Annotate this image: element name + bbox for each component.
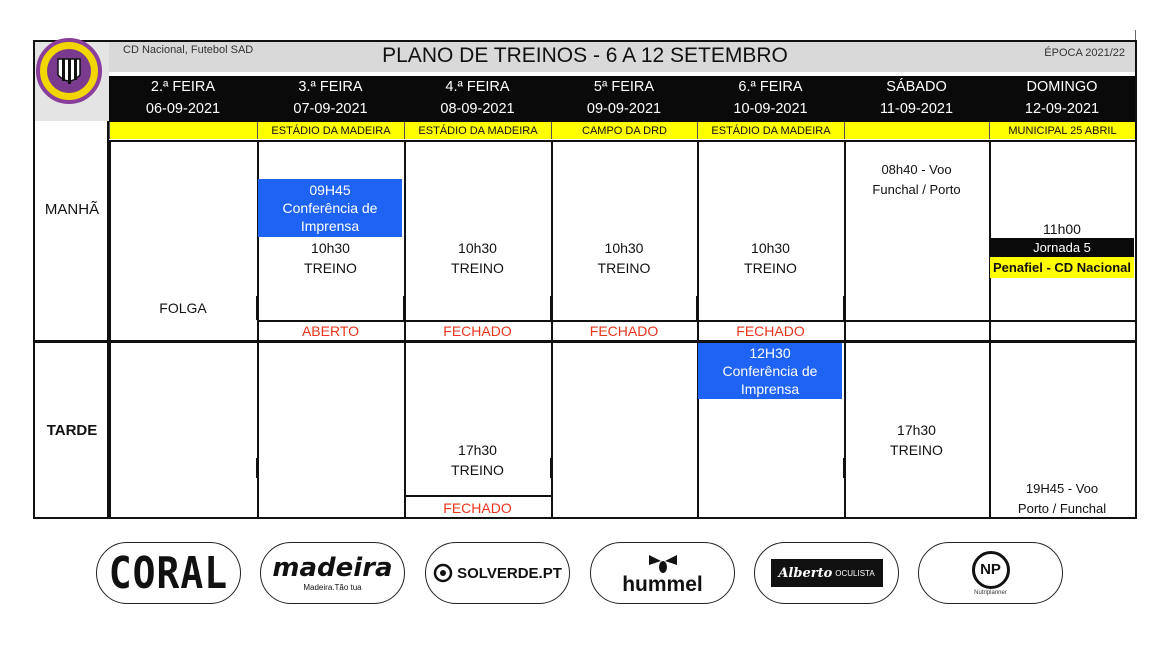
day-name: SÁBADO	[886, 79, 947, 95]
day-date: 11-09-2021	[879, 101, 954, 117]
day-venue: ESTÁDIO DA MADEIRA	[697, 122, 844, 139]
day-date: 08-09-2021	[440, 101, 515, 117]
club-crest-logo	[36, 38, 102, 104]
wed-afternoon-label: TREINO	[451, 462, 504, 478]
wed-status: FECHADO	[443, 322, 512, 339]
sponsor-alberto-oculista	[754, 542, 899, 604]
tue-press-label: Conferência de Imprensa	[282, 200, 378, 234]
tue-training-time: 10h30	[311, 240, 350, 256]
day-date: 12-09-2021	[1024, 101, 1100, 117]
tue-training	[257, 238, 404, 278]
day-venue: CAMPO DA DRD	[551, 122, 697, 139]
grid-mark	[843, 296, 846, 320]
day-name: 2.ª FEIRA	[150, 79, 216, 95]
madeira-logo-text: madeira	[272, 552, 393, 583]
day-name: 5ª FEIRA	[593, 79, 655, 95]
oculista-text: OCULISTA	[835, 568, 875, 578]
period-column	[35, 121, 109, 517]
grid-mark	[696, 296, 699, 320]
sat-afternoon-time: 17h30	[897, 422, 936, 438]
alberto-badge	[771, 559, 883, 587]
season-label: ÉPOCA 2021/22	[1044, 47, 1125, 59]
day-date: 07-09-2021	[293, 101, 368, 117]
day-venue: ESTÁDIO DA MADEIRA	[257, 122, 404, 139]
period-afternoon: TARDE	[46, 422, 98, 439]
tue-status: ABERTO	[301, 322, 360, 339]
sat-flight	[844, 160, 989, 200]
grid-mark	[550, 296, 553, 320]
grid-mark	[843, 458, 846, 478]
sponsor-hummel	[590, 542, 735, 604]
sat-flight-time: 08h40 - Voo	[881, 162, 952, 177]
grid-mark	[403, 296, 406, 320]
sponsor-coral	[96, 542, 241, 604]
wed-training-time: 10h30	[458, 240, 497, 256]
fri-training-time: 10h30	[751, 240, 790, 256]
fri-training-label: TREINO	[744, 260, 797, 276]
sun-match-time: 11h00	[1043, 221, 1081, 237]
day-name: 4.ª FEIRA	[445, 79, 510, 95]
hummel-bee-icon	[646, 551, 680, 575]
club-name: CD Nacional, Futebol SAD	[123, 44, 254, 56]
solverde-logo-text: SOLVERDE.PT	[457, 564, 562, 582]
coral-logo-text: CORAL	[108, 547, 229, 599]
cell-thu-afternoon	[551, 343, 697, 517]
day-name: 6.ª FEIRA	[738, 79, 803, 95]
thu-status: FECHADO	[589, 322, 659, 339]
sun-match: Penafiel - CD Nacional	[990, 257, 1134, 278]
day-venue: ESTÁDIO DA MADEIRA	[404, 122, 551, 139]
day-venue	[109, 122, 257, 139]
edge-mark	[1135, 30, 1136, 40]
sat-afternoon-label: TREINO	[890, 442, 943, 458]
wed-afternoon-status-divider	[404, 495, 551, 497]
page-title: PLANO DE TREINOS - 6 A 12 SETEMBRO	[382, 44, 788, 67]
tue-press-conference	[258, 179, 402, 237]
fri-press-conference	[698, 343, 842, 399]
solverde-sun-icon	[433, 563, 453, 583]
np-logo-text: NP	[980, 561, 1001, 578]
sun-round: Jornada 5	[990, 238, 1134, 257]
sun-flight-route: Porto / Funchal	[1017, 501, 1107, 516]
grid-mark	[256, 458, 259, 478]
status-sun	[989, 320, 1135, 340]
mon-folga: FOLGA	[159, 300, 207, 316]
tue-press-time: 09H45	[309, 182, 351, 198]
cell-thu-morning	[551, 140, 697, 321]
day-venue: MUNICIPAL 25 ABRIL	[989, 122, 1135, 139]
day-date: 06-09-2021	[145, 101, 221, 117]
wed-afternoon-training	[404, 440, 551, 480]
day-date: 09-09-2021	[586, 101, 662, 117]
day-name: DOMINGO	[1026, 79, 1098, 95]
sat-afternoon-training	[844, 420, 989, 460]
sponsor-madeira	[260, 542, 405, 604]
fri-press-label: Conferência de Imprensa	[722, 363, 818, 397]
sponsor-solverde	[425, 542, 570, 604]
np-logo-circle	[972, 551, 1010, 589]
sun-return-flight	[989, 479, 1135, 519]
hummel-logo-text: hummel	[622, 573, 703, 596]
fri-press-time: 12H30	[749, 345, 791, 361]
sun-flight-time: 19H45 - Voo	[1025, 481, 1099, 496]
status-sat	[844, 320, 989, 340]
period-morning: MANHÃ	[44, 201, 100, 218]
cell-mon-afternoon	[109, 343, 257, 517]
tue-training-label: TREINO	[304, 260, 357, 276]
day-name: 3.ª FEIRA	[298, 79, 363, 95]
wed-training-label: TREINO	[451, 260, 504, 276]
crest-shield-icon	[45, 47, 93, 95]
sat-flight-route: Funchal / Porto	[872, 182, 961, 197]
day-venue	[844, 122, 989, 139]
fri-training	[697, 238, 844, 278]
thu-training	[551, 238, 697, 278]
wed-afternoon-status: FECHADO	[443, 499, 512, 516]
cell-wed-morning	[404, 140, 551, 321]
thu-training-time: 10h30	[604, 240, 644, 256]
day-date: 10-09-2021	[733, 101, 808, 117]
np-logo-subtext: Nutriplanner	[974, 589, 1007, 596]
cell-wed-afternoon	[404, 343, 551, 517]
sponsor-nutriplanner	[918, 542, 1063, 604]
cell-fri-morning	[697, 140, 844, 321]
thu-training-label: TREINO	[597, 260, 651, 276]
fri-status: FECHADO	[736, 322, 805, 339]
wed-training	[404, 238, 551, 278]
alberto-logo-text: Alberto	[778, 565, 833, 581]
cell-tue-afternoon	[257, 343, 404, 517]
madeira-tagline: Madeira.Tão tua	[303, 582, 362, 592]
wed-afternoon-time: 17h30	[458, 442, 497, 458]
